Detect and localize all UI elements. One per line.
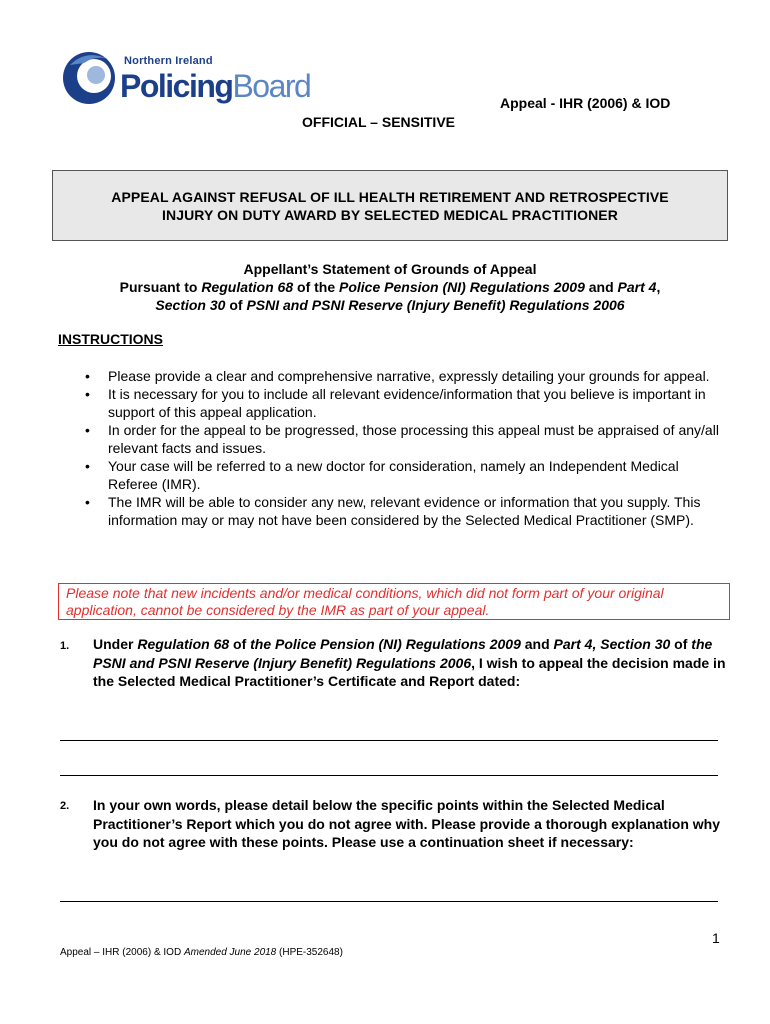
question-1-text: Under Regulation 68 of the Police Pension (NI) Regulations 2009 and Part 4, Section 30 of the PSNI and PSNI Reserve (Injury Benefit) Regulations 2006, I wish to appeal the decision made in the Selected Medical Practitioner’s Certificate and Report dated: <box>93 636 726 689</box>
policing-board-logo <box>58 45 318 111</box>
instructions-list <box>60 367 730 529</box>
report-date-answer-line[interactable] <box>60 740 718 741</box>
form-title-box <box>52 170 728 241</box>
list-item: • Please provide a clear and comprehensive narrative, expressly detailing your grounds for appeal. <box>60 367 730 385</box>
question-1-number: 1. <box>60 640 70 652</box>
question-2-number: 2. <box>60 800 70 812</box>
list-item: • Your case will be referred to a new doctor for consideration, namely an Independent Medical Referee (IMR). <box>60 457 730 493</box>
list-item: • The IMR will be able to consider any new, relevant evidence or information that you supply. This information may or may not have been considered by the Selected Medical Practitioner (SMP). <box>60 493 730 529</box>
page-number: 1 <box>712 930 720 946</box>
statement-line-2: Pursuant to Regulation 68 of the Police Pension (NI) Regulations 2009 and Part 4, <box>119 279 661 295</box>
document-reference: Appeal - IHR (2006) & IOD <box>500 95 671 111</box>
grounds-answer-line[interactable] <box>60 901 718 902</box>
list-item: • It is necessary for you to include all relevant evidence/information that you believe is important in support of this appeal application. <box>60 385 730 421</box>
classification-label: OFFICIAL – SENSITIVE <box>302 114 455 130</box>
form-title-line-1: APPEAL AGAINST REFUSAL OF ILL HEALTH RETIREMENT AND RETROSPECTIVE <box>111 188 669 205</box>
important-note: Please note that new incidents and/or medical conditions, which did not form part of your original application, cannot be considered by the IMR as part of your appeal. <box>58 583 730 620</box>
question-2-text: In your own words, please detail below the specific points within the Selected Medical Practitioner’s Report which you do not agree with. Please provide a thorough explanation why you do not agree with these points. Please use a continuation sheet if necessary: <box>93 797 720 850</box>
statement-heading: Appellant’s Statement of Grounds of Appeal <box>243 261 537 277</box>
footer-reference: Appeal – IHR (2006) & IOD Amended June 2018 (HPE-352648) <box>60 947 343 958</box>
report-date-answer-line[interactable] <box>60 775 718 776</box>
logo-small-text: Northern Ireland <box>124 55 213 67</box>
instructions-heading: INSTRUCTIONS <box>58 331 163 347</box>
logo-wordmark: PolicingBoard <box>120 68 311 104</box>
statement-line-3: Section 30 of PSNI and PSNI Reserve (Injury Benefit) Regulations 2006 <box>155 297 625 313</box>
logo-emblem-icon <box>58 45 122 109</box>
list-item: • In order for the appeal to be progressed, those processing this appeal must be appraised of any/all relevant facts and issues. <box>60 421 730 457</box>
form-title-line-2: INJURY ON DUTY AWARD BY SELECTED MEDICAL PRACTITIONER <box>162 206 618 223</box>
statement-heading-block <box>40 260 740 314</box>
